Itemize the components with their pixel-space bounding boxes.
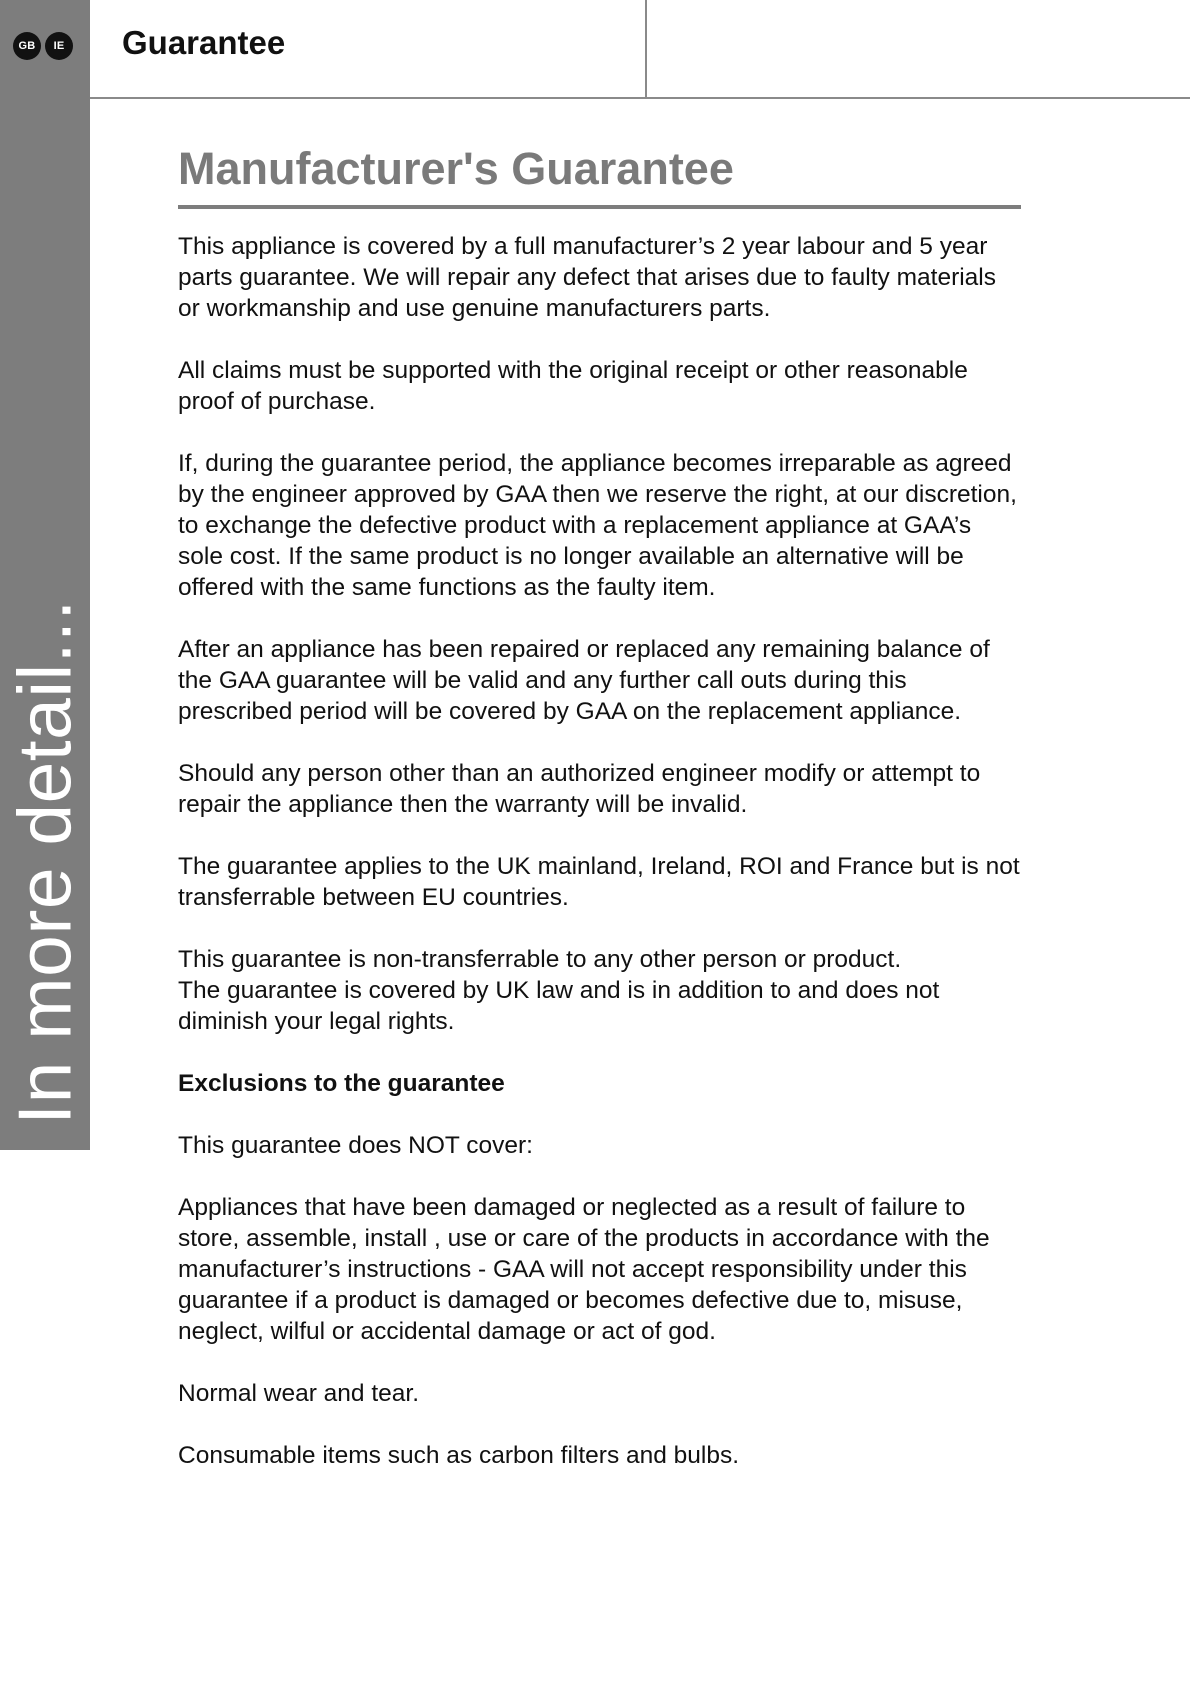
paragraph: Should any person other than an authorized engineer modify or attempt to repair the appliance then the warranty will be invalid. bbox=[178, 760, 981, 818]
main-content bbox=[178, 139, 1021, 1502]
header-title: Guarantee bbox=[122, 24, 286, 61]
country-badge-ie: IE bbox=[45, 32, 73, 60]
paragraph: If, during the guarantee period, the appliance becomes irreparable as agreed by the engineer approved by GAA then we reserve the right, at our discretion, to exchange the defective product with a replacement appliance at GAA’s sole cost. If the same product is no longer available an alternative will be offered with the same functions as the faulty item. bbox=[178, 450, 1017, 601]
exclusions-intro: This guarantee does NOT cover: bbox=[178, 1132, 533, 1159]
side-band bbox=[0, 0, 90, 1150]
body-text bbox=[178, 231, 1021, 1471]
paragraph-line: This guarantee is non-transferrable to any other person or product. bbox=[178, 946, 902, 973]
paragraph: After an appliance has been repaired or replaced any remaining balance of the GAA guarantee will be valid and any further call outs during this prescribed period will be covered by GAA on the replacement appliance. bbox=[178, 636, 990, 725]
exclusion-item: Appliances that have been damaged or neglected as a result of failure to store, assemble, install , use or care of the products in accordance with the manufacturer’s instructions - GAA will not accept responsibility under this guarantee if a product is damaged or becomes defective due to, misuse, neglect, wilful or accidental damage or act of god. bbox=[178, 1194, 990, 1345]
exclusion-item: Normal wear and tear. bbox=[178, 1380, 420, 1407]
paragraph: The guarantee applies to the UK mainland, Ireland, ROI and France but is not transferrable between EU countries. bbox=[178, 853, 1020, 911]
country-badge-gb: GB bbox=[13, 32, 41, 60]
country-badges bbox=[13, 32, 73, 60]
header-divider bbox=[645, 0, 647, 97]
page-title: Manufacturer's Guarantee bbox=[178, 139, 1021, 209]
header-rule bbox=[90, 97, 1190, 99]
side-section-label: In more detail... bbox=[2, 599, 87, 1125]
paragraph: All claims must be supported with the original receipt or other reasonable proof of purchase. bbox=[178, 357, 968, 415]
paragraph-group bbox=[178, 944, 1021, 1037]
exclusion-item: Consumable items such as carbon filters and bulbs. bbox=[178, 1442, 740, 1469]
paragraph-line: The guarantee is covered by UK law and is in addition to and does not diminish your legal rights. bbox=[178, 977, 940, 1035]
exclusions-heading: Exclusions to the guarantee bbox=[178, 1070, 505, 1097]
paragraph: This appliance is covered by a full manufacturer’s 2 year labour and 5 year parts guarantee. We will repair any defect that arises due to faulty materials or workmanship and use genuine manufacturers parts. bbox=[178, 233, 996, 322]
